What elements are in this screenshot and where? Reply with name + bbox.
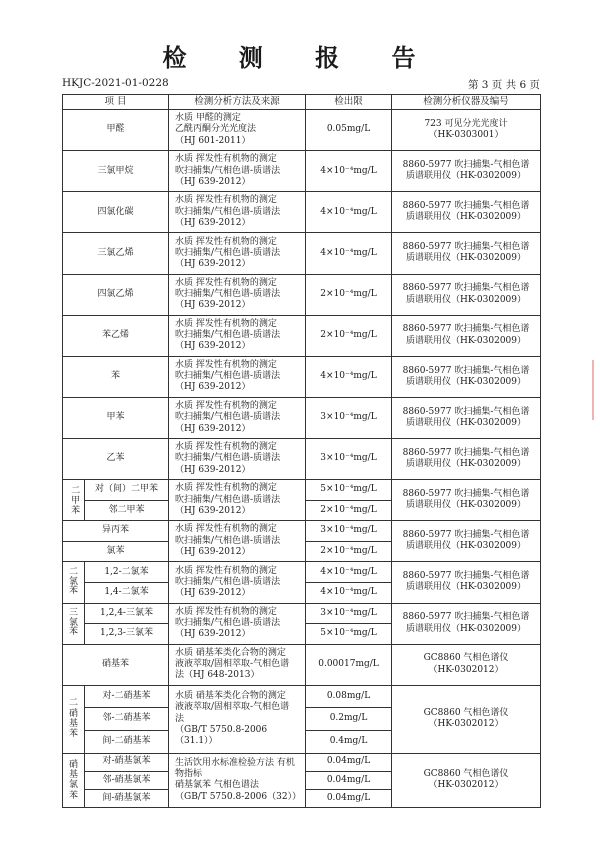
row-method: 水质 挥发性有机物的测定 吹扫捕集/气相色谱-质谱法 （HJ 639-2012）	[169, 151, 306, 192]
row-limit: 3×10⁻⁴mg/L	[306, 439, 392, 480]
header-instrument: 检测分析仪器及编号	[392, 95, 541, 110]
report-title: 检 测 报 告	[162, 43, 438, 72]
row-limit: 0.2mg/L	[306, 708, 392, 731]
row-limit: 4×10⁻⁴mg/L	[306, 151, 392, 192]
group-dinitrobenzene: 二硝 基苯	[63, 685, 85, 753]
row-instrument: 8860-5977 吹扫捕集-气相色谱 质谱联用仪（HK-0302009）	[392, 233, 541, 274]
table-row	[63, 685, 541, 708]
row-method: 水质 挥发性有机物的测定 吹扫捕集/气相色谱-质谱法 （HJ 639-2012）	[169, 192, 306, 233]
row-item: 氯苯	[63, 541, 169, 562]
row-item: 异丙苯	[63, 521, 169, 542]
row-method: 水质 挥发性有机物的测定 吹扫捕集/气相色谱-质谱法 （HJ 639-2012）	[169, 562, 306, 603]
header-limit: 检出限	[306, 95, 392, 110]
row-item: 对-硝基氯苯	[85, 753, 169, 771]
report-code: HKJC-2021-01-0228	[62, 77, 169, 89]
row-item: 间-硝基氯苯	[85, 789, 169, 807]
row-item: 1,2-二氯苯	[85, 562, 169, 583]
table-row	[63, 480, 541, 501]
row-instrument: 8860-5977 吹扫捕集-气相色谱 质谱联用仪（HK-0302009）	[392, 603, 541, 644]
row-item: 邻-硝基氯苯	[85, 771, 169, 789]
table-row	[63, 753, 541, 771]
row-item: 苯乙烯	[63, 315, 169, 356]
row-method: 水质 挥发性有机物的测定 吹扫捕集/气相色谱-质谱法 （HJ 639-2012）	[169, 274, 306, 315]
table-row	[63, 521, 541, 542]
row-item: 三氯甲烷	[63, 151, 169, 192]
table-row	[63, 274, 541, 315]
row-instrument: 8860-5977 吹扫捕集-气相色谱 质谱联用仪（HK-0302009）	[392, 397, 541, 438]
table-body	[63, 110, 541, 808]
row-item: 1,4-二氯苯	[85, 582, 169, 603]
row-limit: 3×10⁻⁴mg/L	[306, 603, 392, 624]
row-item: 1,2,4-三氯苯	[85, 603, 169, 624]
row-limit: 0.4mg/L	[306, 730, 392, 753]
table-row	[63, 151, 541, 192]
row-instrument: 8860-5977 吹扫捕集-气相色谱 质谱联用仪（HK-0302009）	[392, 315, 541, 356]
row-limit: 0.04mg/L	[306, 753, 392, 771]
row-limit: 4×10⁻⁴mg/L	[306, 233, 392, 274]
row-method: 水质 挥发性有机物的测定 吹扫捕集/气相色谱-质谱法 （HJ 639-2012）	[169, 439, 306, 480]
row-limit: 4×10⁻⁴mg/L	[306, 582, 392, 603]
row-instrument: 8860-5977 吹扫捕集-气相色谱 质谱联用仪（HK-0302009）	[392, 274, 541, 315]
table-header-row	[63, 95, 541, 110]
detection-methods-table	[62, 94, 541, 808]
row-item: 对（间）二甲苯	[85, 480, 169, 501]
table-row	[63, 603, 541, 624]
row-instrument: 8860-5977 吹扫捕集-气相色谱 质谱联用仪（HK-0302009）	[392, 356, 541, 397]
seal-mark	[592, 360, 600, 420]
row-limit: 4×10⁻⁴mg/L	[306, 562, 392, 583]
row-limit: 2×10⁻⁴mg/L	[306, 500, 392, 521]
header-item: 项 目	[63, 95, 169, 110]
row-limit: 0.08mg/L	[306, 685, 392, 708]
table-row	[63, 110, 541, 151]
row-method: 生活饮用水标准检验方法 有机 物指标 硝基氯苯 气相色谱法 （GB/T 5750.8-2006（32））	[169, 753, 306, 808]
row-method: 水质 硝基苯类化合物的测定 液液萃取/固相萃取-气相色谱 法（HJ 648-2013）	[169, 644, 306, 685]
row-item: 邻二甲苯	[85, 500, 169, 521]
group-xylene: 二甲苯	[63, 480, 85, 521]
row-limit: 0.04mg/L	[306, 789, 392, 807]
row-instrument: 8860-5977 吹扫捕集-气相色谱 质谱联用仪（HK-0302009）	[392, 521, 541, 562]
table-row	[63, 397, 541, 438]
row-item: 间-二硝基苯	[85, 730, 169, 753]
row-limit: 0.00017mg/L	[306, 644, 392, 685]
table-row	[63, 356, 541, 397]
row-limit: 3×10⁻⁴mg/L	[306, 521, 392, 542]
row-method: 水质 甲醛的测定 乙酰丙酮分光光度法 （HJ 601-2011）	[169, 110, 306, 151]
row-limit: 2×10⁻⁴mg/L	[306, 274, 392, 315]
row-limit: 0.04mg/L	[306, 771, 392, 789]
row-item: 三氯乙烯	[63, 233, 169, 274]
row-instrument: 8860-5977 吹扫捕集-气相色谱 质谱联用仪（HK-0302009）	[392, 192, 541, 233]
row-item: 四氯乙烯	[63, 274, 169, 315]
row-item: 甲苯	[63, 397, 169, 438]
row-item: 苯	[63, 356, 169, 397]
row-instrument: 8860-5977 吹扫捕集-气相色谱 质谱联用仪（HK-0302009）	[392, 439, 541, 480]
group-trichlorobenzene: 三 氯 苯	[63, 603, 85, 644]
row-item: 四氯化碳	[63, 192, 169, 233]
group-nitrochlorobenzene: 硝基 氯苯	[63, 753, 85, 808]
table-row	[63, 192, 541, 233]
page-info: 第 3 页 共 6 页	[467, 79, 540, 91]
row-instrument: 8860-5977 吹扫捕集-气相色谱 质谱联用仪（HK-0302009）	[392, 480, 541, 521]
row-limit: 2×10⁻⁴mg/L	[306, 541, 392, 562]
report-meta	[62, 77, 540, 93]
row-method: 水质 挥发性有机物的测定 吹扫捕集/气相色谱-质谱法 （HJ 639-2012）	[169, 233, 306, 274]
row-instrument: 8860-5977 吹扫捕集-气相色谱 质谱联用仪（HK-0302009）	[392, 562, 541, 603]
header-method: 检测分析方法及来源	[169, 95, 306, 110]
row-limit: 0.05mg/L	[306, 110, 392, 151]
row-method: 水质 挥发性有机物的测定 吹扫捕集/气相色谱-质谱法 （HJ 639-2012）	[169, 480, 306, 521]
row-limit: 5×10⁻⁴mg/L	[306, 624, 392, 645]
row-method: 水质 挥发性有机物的测定 吹扫捕集/气相色谱-质谱法 （HJ 639-2012）	[169, 315, 306, 356]
row-limit: 5×10⁻⁴mg/L	[306, 480, 392, 501]
row-instrument: GC8860 气相色谱仪 （HK-0302012）	[392, 753, 541, 808]
row-limit: 4×10⁻⁴mg/L	[306, 192, 392, 233]
row-instrument: 723 可见分光光度计 （HK-0303001）	[392, 110, 541, 151]
row-instrument: GC8860 气相色谱仪 （HK-0302012）	[392, 644, 541, 685]
row-item: 对-二硝基苯	[85, 685, 169, 708]
table-row	[63, 562, 541, 583]
row-limit: 4×10⁻⁴mg/L	[306, 356, 392, 397]
row-instrument: 8860-5977 吹扫捕集-气相色谱 质谱联用仪（HK-0302009）	[392, 151, 541, 192]
row-method: 水质 挥发性有机物的测定 吹扫捕集/气相色谱-质谱法 （HJ 639-2012）	[169, 521, 306, 562]
row-item: 邻-二硝基苯	[85, 708, 169, 731]
row-item: 乙苯	[63, 439, 169, 480]
row-item: 硝基苯	[63, 644, 169, 685]
row-method: 水质 挥发性有机物的测定 吹扫捕集/气相色谱-质谱法 （HJ 639-2012）	[169, 397, 306, 438]
row-method: 水质 硝基苯类化合物的测定 液液萃取/固相萃取-气相色谱 法 （GB/T 5750.8-2006（31.1））	[169, 685, 306, 753]
row-limit: 2×10⁻⁴mg/L	[306, 315, 392, 356]
row-instrument: GC8860 气相色谱仪 （HK-0302012）	[392, 685, 541, 753]
table-row	[63, 439, 541, 480]
table-row	[63, 233, 541, 274]
row-method: 水质 挥发性有机物的测定 吹扫捕集/气相色谱-质谱法 （HJ 639-2012）	[169, 603, 306, 644]
row-item: 甲醛	[63, 110, 169, 151]
group-dichlorobenzene: 二 氯 苯	[63, 562, 85, 603]
row-limit: 3×10⁻⁴mg/L	[306, 397, 392, 438]
row-item: 1,2,3-三氯苯	[85, 624, 169, 645]
table-row	[63, 315, 541, 356]
table-row	[63, 644, 541, 685]
row-method: 水质 挥发性有机物的测定 吹扫捕集/气相色谱-质谱法 （HJ 639-2012）	[169, 356, 306, 397]
